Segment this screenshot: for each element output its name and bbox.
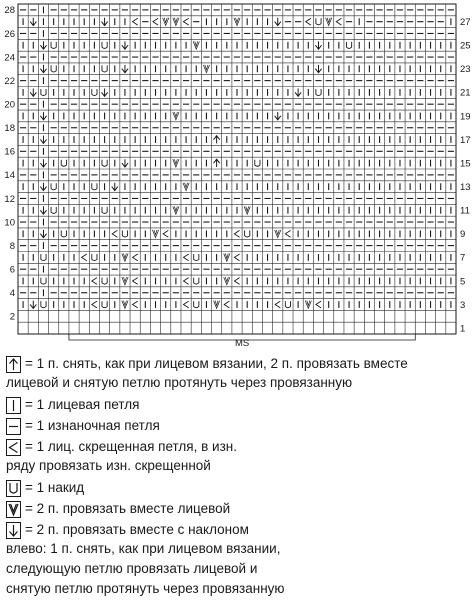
yarn-over-symbol <box>194 254 199 261</box>
row-number-right: 5 <box>460 276 466 288</box>
twisted-knit-symbol <box>92 278 97 285</box>
twisted-knit-symbol <box>163 230 168 237</box>
k2tog-symbol <box>163 18 169 26</box>
slip-k2tog-psso-symbol <box>214 136 220 144</box>
row-number-left: 24 <box>4 52 15 64</box>
yarn-over-symbol <box>61 160 66 167</box>
k2tog-symbol <box>224 277 230 285</box>
twisted-knit-symbol <box>112 230 117 237</box>
ssk-symbol <box>40 65 46 73</box>
k2tog-symbol <box>203 65 209 73</box>
row-number-right: 15 <box>460 158 471 170</box>
legend-text: = 2 п. провязать вместе лицевой <box>25 501 231 516</box>
row-number-left: 2 <box>9 311 15 323</box>
legend <box>6 352 470 599</box>
yarn-over-symbol <box>102 278 107 285</box>
yarn-over-symbol <box>102 160 107 167</box>
k2tog-symbol <box>173 18 179 26</box>
yarn-over-symbol <box>41 278 46 285</box>
ssk-symbol <box>122 159 128 167</box>
yarn-over-symbol <box>51 65 56 72</box>
yarn-over-icon <box>6 480 21 497</box>
legend-text: = 1 п. снять, как при лицевом вязании, 2 п. провязать вместе <box>25 356 408 371</box>
yarn-over-symbol <box>61 230 66 237</box>
legend-item <box>6 438 470 456</box>
purl-stitch-icon <box>6 418 21 435</box>
legend-text: = 1 изнаночная петля <box>25 418 160 433</box>
twisted-knit-symbol <box>234 254 239 261</box>
k2tog-symbol <box>234 18 240 26</box>
row-number-left: 8 <box>9 240 15 252</box>
k2tog-symbol <box>122 277 128 285</box>
yarn-over-symbol <box>316 89 321 96</box>
row-number-left: 18 <box>4 123 15 135</box>
yarn-over-symbol <box>102 42 107 49</box>
k2tog-symbol <box>214 301 220 309</box>
yarn-over-symbol <box>41 89 46 96</box>
ms-label: MS <box>234 338 250 349</box>
ssk-symbol <box>30 301 36 309</box>
ssk-symbol <box>315 65 321 73</box>
legend-text-continued: снятую петлю протянуть через провязанную <box>6 581 285 596</box>
k2tog-symbol <box>173 206 179 214</box>
legend-text-continued: следующую петлю провязать лицевой и <box>6 561 258 576</box>
row-number-right: 7 <box>460 252 466 264</box>
ssk-symbol <box>40 136 46 144</box>
k2tog-symbol <box>275 230 281 238</box>
legend-item <box>6 479 470 497</box>
twisted-knit-symbol <box>133 301 138 308</box>
grid-lines <box>18 4 456 334</box>
ssk-symbol <box>122 65 128 73</box>
twisted-knit-symbol <box>133 18 138 25</box>
row-number-left: 12 <box>4 193 15 205</box>
twisted-knit-symbol <box>234 278 239 285</box>
twisted-knit-symbol <box>183 301 188 308</box>
row-numbers <box>4 5 470 334</box>
row-number-right: 17 <box>460 134 471 146</box>
ssk-icon <box>6 522 21 539</box>
yarn-over-symbol <box>346 42 351 49</box>
yarn-over-symbol <box>102 301 107 308</box>
twisted-knit-symbol <box>306 18 311 25</box>
ssk-symbol <box>40 112 46 120</box>
row-number-right: 21 <box>460 87 471 99</box>
ssk-symbol <box>101 89 107 97</box>
yarn-over-symbol <box>92 254 97 261</box>
row-number-right: 27 <box>460 16 471 28</box>
yarn-over-symbol <box>255 160 260 167</box>
legend-item <box>6 521 470 539</box>
k2tog-symbol <box>173 112 179 120</box>
twisted-knit-symbol <box>234 230 239 237</box>
twisted-knit-symbol <box>275 301 280 308</box>
ssk-symbol <box>30 18 36 26</box>
row-number-left: 26 <box>4 28 15 40</box>
twisted-knit-symbol <box>224 301 229 308</box>
twisted-knit-symbol <box>183 278 188 285</box>
yarn-over-symbol <box>102 207 107 214</box>
twisted-knit-symbol <box>183 254 188 261</box>
row-number-left: 28 <box>4 5 15 17</box>
k2tog-symbol <box>326 18 332 26</box>
row-number-left: 10 <box>4 217 15 229</box>
yarn-over-symbol <box>194 301 199 308</box>
ssk-symbol <box>40 41 46 49</box>
legend-text-continued: лицевой и снятую петлю протянуть через провязанную <box>6 375 353 390</box>
legend-text: = 1 лиц. скрещенная петля, в изн. <box>25 439 237 454</box>
yarn-over-symbol <box>122 230 127 237</box>
yarn-over-symbol <box>285 301 290 308</box>
row-number-right: 9 <box>460 229 466 241</box>
legend-item <box>6 417 470 435</box>
row-number-left: 16 <box>4 146 15 158</box>
yarn-over-symbol <box>51 42 56 49</box>
ssk-symbol <box>101 18 107 26</box>
yarn-over-symbol <box>245 230 250 237</box>
k2tog-symbol <box>152 230 158 238</box>
k2tog-symbol <box>305 301 311 309</box>
ssk-symbol <box>122 41 128 49</box>
ssk-symbol <box>315 41 321 49</box>
row-number-right: 19 <box>460 111 471 123</box>
twisted-knit-symbol <box>92 301 97 308</box>
k2tog-icon <box>6 501 21 518</box>
twisted-knit-symbol <box>183 18 188 25</box>
yarn-over-symbol <box>92 183 97 190</box>
slip-k2tog-psso-symbol <box>214 159 220 167</box>
ssk-symbol <box>40 183 46 191</box>
ssk-symbol <box>40 230 46 238</box>
row-number-right: 13 <box>460 181 471 193</box>
row-number-right: 1 <box>460 323 466 335</box>
ssk-symbol <box>112 183 118 191</box>
legend-text: = 1 лицевая петля <box>25 397 140 412</box>
k2tog-symbol <box>193 41 199 49</box>
twisted-knit-symbol <box>316 301 321 308</box>
yarn-over-symbol <box>102 65 107 72</box>
k2tog-symbol <box>122 301 128 309</box>
row-number-right: 11 <box>460 205 470 217</box>
twisted-knit-icon <box>6 439 21 456</box>
legend-item <box>6 355 470 373</box>
row-number-right: 23 <box>460 64 471 76</box>
row-number-right: 3 <box>460 299 466 311</box>
knit-stitch-icon <box>6 397 21 414</box>
row-number-left: 4 <box>9 288 15 300</box>
k2tog-symbol <box>173 159 179 167</box>
k2tog-symbol <box>244 206 250 214</box>
legend-text: = 2 п. провязать вместе с наклоном <box>25 522 249 537</box>
ssk-symbol <box>40 206 46 214</box>
ssk-symbol <box>275 112 281 120</box>
row-number-left: 20 <box>4 99 15 111</box>
k2tog-symbol <box>183 183 189 191</box>
twisted-knit-symbol <box>285 230 290 237</box>
yarn-over-symbol <box>41 301 46 308</box>
slip-k2tog-psso-icon <box>6 356 21 373</box>
yarn-over-symbol <box>194 278 199 285</box>
yarn-over-symbol <box>51 207 56 214</box>
row-number-left: 14 <box>4 170 15 182</box>
twisted-knit-symbol <box>153 18 158 25</box>
k2tog-symbol <box>122 254 128 262</box>
k2tog-symbol <box>224 254 230 262</box>
legend-item <box>6 500 470 518</box>
yarn-over-symbol <box>41 254 46 261</box>
row-number-left: 22 <box>4 75 15 87</box>
ssk-symbol <box>275 18 281 26</box>
twisted-knit-symbol <box>336 18 341 25</box>
legend-text: = 1 накид <box>25 480 85 495</box>
twisted-knit-symbol <box>82 254 87 261</box>
yarn-over-symbol <box>92 89 97 96</box>
legend-item <box>6 396 470 414</box>
ssk-symbol <box>40 159 46 167</box>
ssk-symbol <box>295 89 301 97</box>
yarn-over-symbol <box>51 183 56 190</box>
legend-text-continued: ряду провязать изн. скрещенной <box>6 458 211 473</box>
legend-text-continued: влево: 1 п. снять, как при лицевом вязании, <box>6 541 281 556</box>
twisted-knit-symbol <box>133 254 138 261</box>
twisted-knit-symbol <box>133 278 138 285</box>
yarn-over-symbol <box>316 18 321 25</box>
row-number-left: 6 <box>9 264 15 276</box>
ssk-symbol <box>30 89 36 97</box>
row-number-right: 25 <box>460 40 471 52</box>
